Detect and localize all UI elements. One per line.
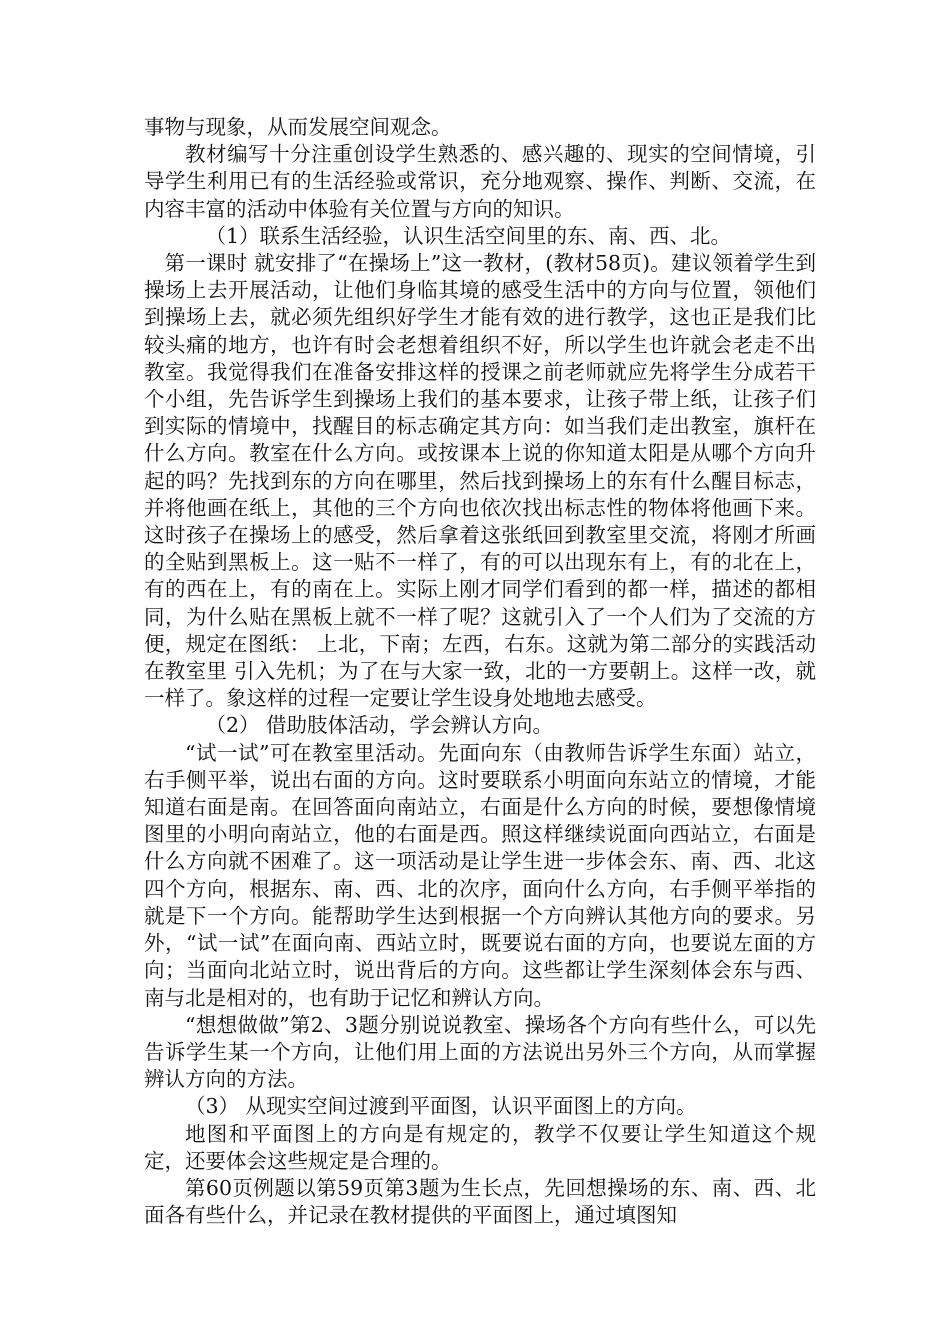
section-heading-2: （2） 借助肢体活动，学会辨认方向。 <box>205 713 554 738</box>
document-body <box>144 114 816 1229</box>
section-heading-3: （3） 从现实空间过渡到平面图，认识平面图上的方向。 <box>185 1094 697 1119</box>
paragraph-1: 事物与现象，从而发展空间观念。 <box>144 115 452 139</box>
paragraph-2: 教材编写十分注重创设学生熟悉的、感兴趣的、现实的空间情境，引导学生利用已有的生活经验或常识，充分地观察、操作、判断、交流，在内容丰富的活动中体验有关位置与方向的知识。 <box>144 142 816 221</box>
paragraph-3: 第一课时 就安排了“在操场上”这一教材，(教材58页)。建议领着学生到操场上去开展活动，让他们身临其境的感受生活中的方向与位置，领他们到操场上去，就必须先组织好学生才能有效的进行教学，这也正是我们比较头痛的地方，也许有时会老想着组织不好，所以学生也许就会老走不出教室。我觉得我们在准备安排这样的授课之前老师就应先将学生分成若干个小组，先告诉学生到操场上我们的基本要求，让孩子带上纸，让孩子们到实际的情境中，找醒目的标志确定其方向：如当我们走出教室，旗杆在什么方向。教室在什么方向。或按课本上说的你知道太阳是从哪个方向升起的吗？先找到东的方向在哪里，然后找到操场上的东有什么醒目标志，并将他画在纸上，其他的三个方向也依次找出标志性的物体将他画下来。这时孩子在操场上的感受，然后拿着这张纸回到教室里交流，将刚才所画的全贴到黑板上。这一贴不一样了，有的可以出现东有上，有的北在上，有的西在上，有的南在上。实际上刚才同学们看到的都一样，描述的都相同，为什么贴在黑板上就不一样了呢？这就引入了一个人们为了交流的方便，规定在图纸： 上北，下南；左西，右东。这就为第二部分的实践活动在教室里 引入先机；为了在与大家一致，北的一方要朝上。这样一改，就一样了。象这样的过程一定要让学生设身处地地去感受。 <box>144 251 816 711</box>
paragraph-7: 第60页例题以第59页第3题为生长点，先回想操场的东、南、西、北面各有些什么，并记录在教材提供的平面图上，通过填图知 <box>144 1175 816 1228</box>
paragraph-6: 地图和平面图上的方向是有规定的，教学不仅要让学生知道这个规定，还要体会这些规定是合理的。 <box>144 1121 816 1173</box>
paragraph-4: “试一试”可在教室里活动。先面向东（由教师告诉学生东面）站立，右手侧平举，说出右面的方向。这时要联系小明面向东站立的情境，才能知道右面是南。在回答面向南站立，右面是什么方向的时候，要想像情境图里的小明向南站立，他的右面是西。照这样继续说面向西站立，右面是什么方向就不困难了。这一项活动是让学生进一步体会东、南、西、北这四个方向，根据东、南、西、北的次序，面向什么方向，右手侧平举指的就是下一个方向。能帮助学生达到根据一个方向辨认其他方向的要求。另外，“试一试”在面向南、西站立时，既要说右面的方向，也要说左面的方向；当面向北站立时，说出背后的方向。这些都让学生深刻体会东与西、南与北是相对的，也有助于记忆和辨认方向。 <box>144 740 816 1010</box>
section-heading-1: （1）联系生活经验，认识生活空间里的东、南、西、北。 <box>205 223 732 248</box>
paragraph-5: “想想做做”第2、3题分别说说教室、操场各个方向有些什么，可以先告诉学生某一个方向，让他们用上面的方法说出另外三个方向，从而掌握辨认方向的方法。 <box>144 1012 816 1092</box>
